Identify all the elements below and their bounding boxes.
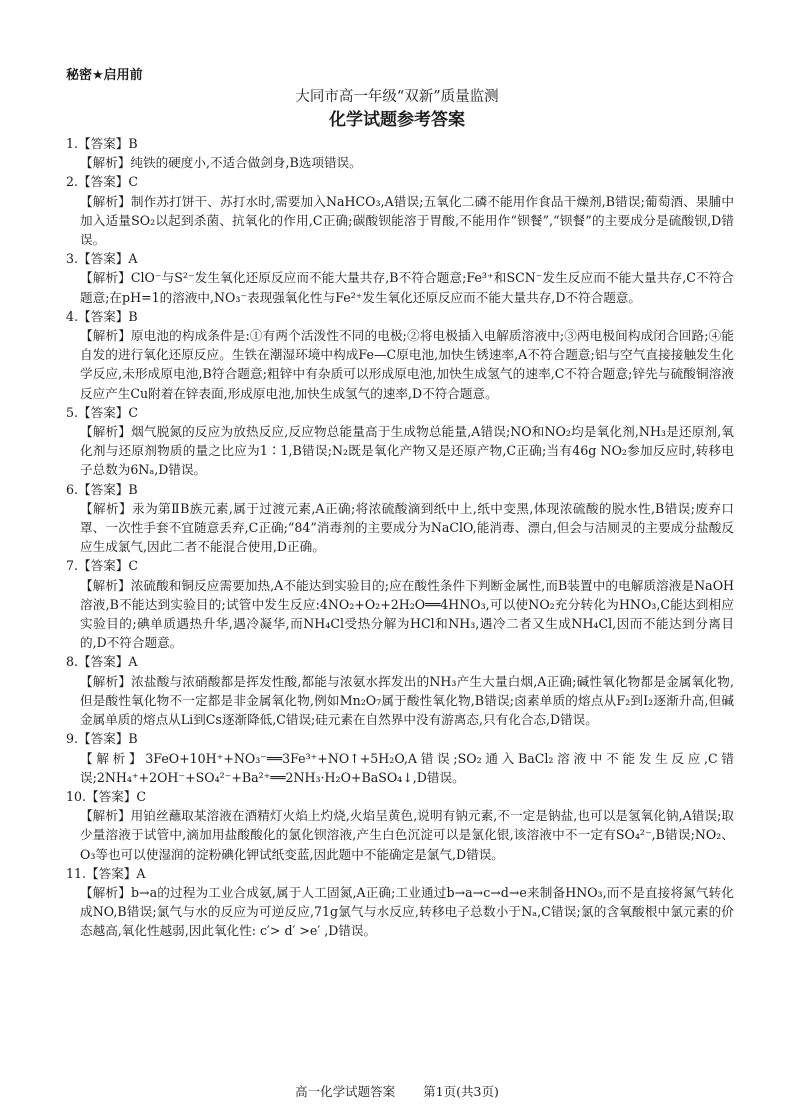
question-5 bbox=[66, 403, 734, 480]
explanation: 【解析】浓盐酸与浓硝酸都是挥发性酸,都能与浓氨水挥发出的NH₃产生大量白烟,A正确;碱性氧化物都是金属氧化物,但是酸性氧化物不一定都是非金属氧化物,例如Mn₂O₇属于酸性氧化物,B错误;卤素单质的熔点从F₂到I₂逐渐升高,但碱金属单质的熔点从Li到Cs逐渐降低,C错误;硅元素在自然界中没有游离态,只有化合态,D错误。 bbox=[80, 673, 734, 728]
explanation: 【解析】汞为第ⅡB族元素,属于过渡元素,A正确;将浓硫酸滴到纸中上,纸中变黑,体现浓硫酸的脱水性,B错误;废弃口罩、一次性手套不宜随意丢弃,C正确;“84”消毒剂的主要成分为NaClO,能消毒、漂白,但会与洁厕灵的主要成分盐酸反应生成氯气,因此二者不能混合使用,D正确。 bbox=[80, 500, 734, 555]
explanation: 【解析】纯铁的硬度小,不适合做剑身,B选项错误。 bbox=[80, 155, 362, 171]
page-footer bbox=[0, 1082, 794, 1101]
question-3 bbox=[66, 249, 734, 307]
answer-line: 4.【答案】B bbox=[66, 308, 138, 324]
answer-line: 5.【答案】C bbox=[66, 404, 139, 420]
explanation: 【解析】ClO⁻与S²⁻发生氧化还原反应而不能大量共存,B不符合题意;Fe³⁺和SCN⁻发生反应而不能大量共存,C不符合题意;在pH=1的溶液中,NO₃⁻表现强氧化性与Fe²⁺发生氧化还原反应而不能大量共存,D不符合题意。 bbox=[80, 270, 734, 305]
answer-line: 3.【答案】A bbox=[66, 251, 138, 267]
answer-line: 7.【答案】C bbox=[66, 558, 139, 574]
answer-line: 9.【答案】B bbox=[66, 731, 138, 747]
question-8 bbox=[66, 652, 734, 729]
question-4 bbox=[66, 307, 734, 403]
footer-page-number: 第1页(共3页) bbox=[423, 1084, 499, 1099]
explanation: 【解析】3FeO+10H⁺+NO₃⁻══3Fe³⁺+NO↑+5H₂O,A错误;SO₂通入BaCl₂溶液中不能发生反应,C错误;2NH₄⁺+2OH⁻+SO₄²⁻+Ba²⁺══2NH₃·H₂O+BaSO₄↓,D错误。 bbox=[80, 750, 734, 785]
explanation: 【解析】用铂丝蘸取某溶液在酒精灯火焰上灼烧,火焰呈黄色,说明有钠元素,不一定是钠盐,也可以是氢氧化钠,A错误;取少量溶液于试管中,滴加用盐酸酸化的氯化钡溶液,产生白色沉淀可以是氯化银,该溶液中不一定有SO₄²⁻,B错误;NO₂、O₃等也可以使湿润的淀粉碘化钾试纸变蓝,因此题中不能确定是氯气,D错误。 bbox=[80, 808, 734, 862]
answer-line: 8.【答案】A bbox=[66, 654, 138, 670]
answer-line: 11.【答案】A bbox=[66, 865, 146, 881]
question-1 bbox=[66, 134, 734, 172]
explanation: 【解析】制作苏打饼干、苏打水时,需要加入NaHCO₃,A错误;五氧化二磷不能用作食品干燥剂,B错误;葡萄酒、果脯中加入适量SO₂以起到杀菌、抗氧化的作用,C正确;碳酸钡能溶于胃酸,不能用作“钡餐”,“钡餐”的主要成分是硫酸钡,D错误。 bbox=[80, 193, 734, 248]
answer-line: 2.【答案】C bbox=[66, 174, 139, 190]
footer-doc-name: 高一化学试题答案 bbox=[295, 1084, 396, 1099]
explanation: 【解析】浓硫酸和铜反应需要加热,A不能达到实验目的;应在酸性条件下判断金属性,而B装置中的电解质溶液是NaOH溶液,B不能达到实验目的;试管中发生反应:4NO₂+O₂+2H₂O══4HNO₃,可以使NO₂充分转化为HNO₃,C能达到相应实验目的;碘单质遇热升华,遇冷凝华,而NH₄Cl受热分解为HCl和NH₃,遇冷二者又生成NH₄Cl,因而不能达到分离目的,D不符合题意。 bbox=[80, 577, 734, 651]
explanation: 【解析】b→a的过程为工业合成氨,属于人工固氮,A正确;工业通过b→a→c→d→e来制备HNO₃,而不是直接将氮气转化成NO,B错误;氯气与水的反应为可逆反应,71g氯气与水反应,转移电子总数小于Nₐ,C错误;氯的含氧酸根中氯元素的价态越高,氧化性越弱,因此氧化性: c′> d′ >e′ ,D错误。 bbox=[80, 884, 734, 939]
question-9 bbox=[66, 729, 734, 787]
question-11 bbox=[66, 864, 734, 941]
question-6 bbox=[66, 480, 734, 557]
answer-line: 10.【答案】C bbox=[66, 788, 147, 804]
answer-key-title: 化学试题参考答案 bbox=[329, 110, 465, 130]
exam-title: 大同市高一年级“双新”质量监测 bbox=[295, 89, 499, 105]
answer-line: 1.【答案】B bbox=[66, 136, 138, 151]
explanation: 【解析】原电池的构成条件是:①有两个活泼性不同的电极;②将电极插入电解质溶液中;③两电极间构成闭合回路;④能自发的进行氧化还原反应。生铁在潮湿环境中构成Fe—C原电池,加快生锈速率,A不符合题意;铝与空气直接接触发生化学反应,未形成原电池,B符合题意;粗锌中有杂质可以形成原电池,加快生成氢气的速率,C不符合题意;锌先与硫酸铜溶液反应产生Cu附着在锌表面,形成原电池,加快生成氢气的速率,D不符合题意。 bbox=[80, 328, 734, 401]
question-2 bbox=[66, 172, 734, 249]
answer-line: 6.【答案】B bbox=[66, 481, 138, 497]
question-7 bbox=[66, 556, 734, 652]
explanation: 【解析】烟气脱氮的反应为放热反应,反应物总能量高于生成物总能量,A错误;NO和NO₂均是氧化剂,NH₃是还原剂,氧化剂与还原剂物质的量之比应为1∶1,B错误;N₂既是氧化产物又是还原产物,C正确;当有46g NO₂参加反应时,转移电子总数为6Nₐ,D错误。 bbox=[80, 424, 734, 478]
answer-list bbox=[66, 134, 734, 941]
confidential-label: 秘密★启用前 bbox=[66, 68, 143, 83]
question-10 bbox=[66, 787, 734, 864]
